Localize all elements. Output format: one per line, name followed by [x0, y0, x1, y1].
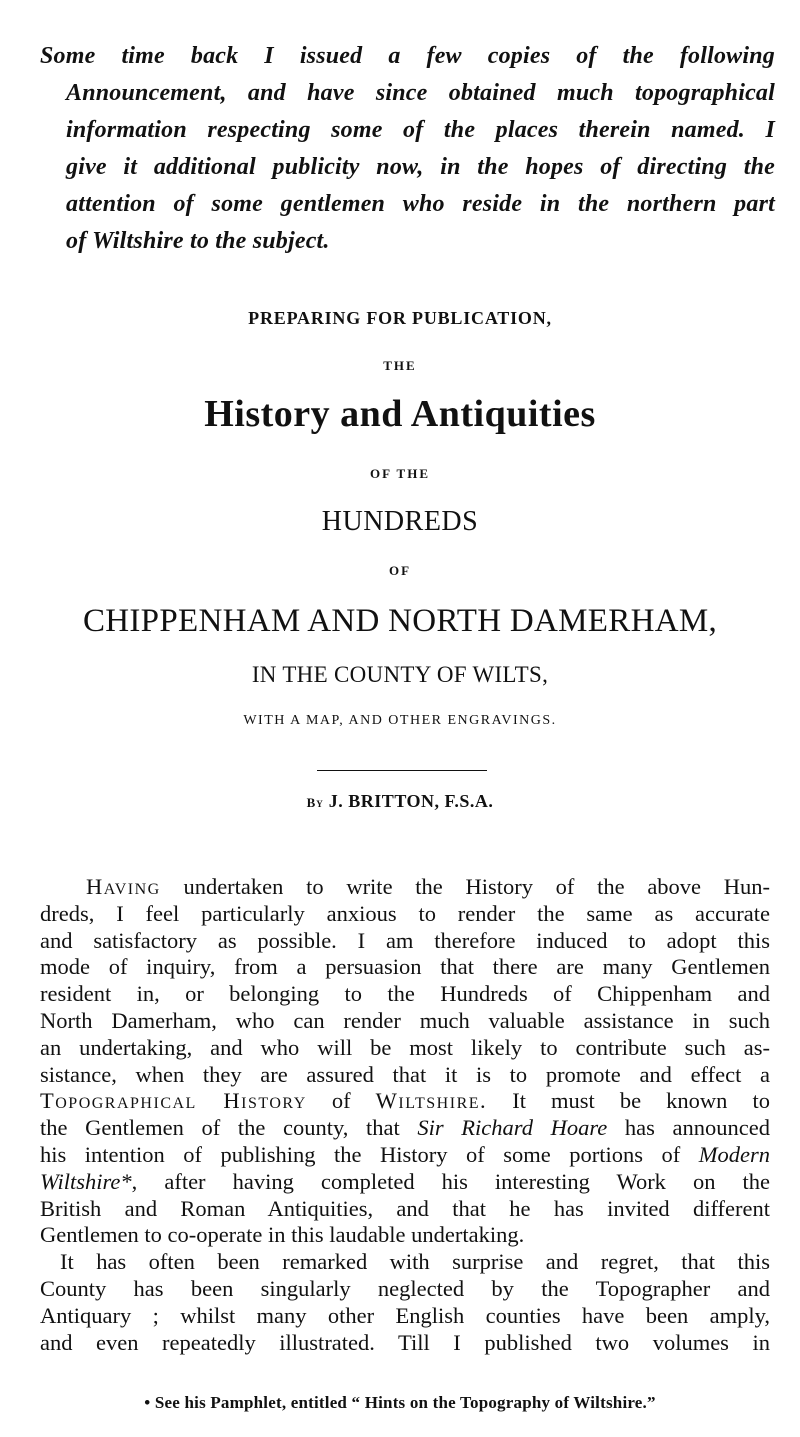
intro-line: information respecting some of the places therein named. I: [66, 117, 775, 143]
intro-line: attention of some gentlemen who reside in the northern part: [66, 191, 775, 217]
body-line: [40, 1115, 770, 1142]
body-text: [40, 874, 770, 1356]
body-text-run: undertaken to write the History of the above Hun-: [160, 874, 770, 899]
intro-line: of Wiltshire to the subject.: [66, 228, 330, 254]
body-line: sistance, when they are assured that it is to promote and effect a: [40, 1061, 770, 1087]
intro-line: Announcement, and have since obtained much topographical: [66, 80, 775, 106]
divider-rule: [317, 770, 487, 771]
italic-run: Wiltshire*: [40, 1168, 132, 1194]
body-text-run: of: [306, 1088, 376, 1114]
intro-paragraph: [40, 38, 775, 260]
footnote: • See his Pamphlet, entitled “ Hints on the Topography of Wiltshire.”: [144, 1393, 656, 1412]
preparing-heading: PREPARING FOR PUBLICATION,: [248, 308, 552, 328]
body-line: Gentlemen to co-operate in this laudable undertaking.: [40, 1222, 525, 1248]
intro-line: give it additional publicity now, in the hopes of directing the: [66, 154, 775, 180]
blackletter-title: History and Antiquities: [204, 393, 596, 435]
body-line: County has been singularly neglected by the Topographer and: [40, 1275, 770, 1301]
body-text-run: his intention of publishing the History of some portions of: [40, 1141, 699, 1167]
body-line: an undertaking, and who will be most likely to contribute such as-: [40, 1034, 770, 1060]
the-label: THE: [383, 358, 417, 373]
author-by: By: [306, 795, 324, 810]
body-text-run: has announced: [607, 1115, 770, 1141]
body-text-run: , after having completed his interesting Work on the: [131, 1168, 770, 1194]
of-label: OF: [388, 563, 412, 578]
body-text-run: It must be known to: [487, 1088, 770, 1114]
body-line: North Damerham, who can render much valuable assistance in such: [40, 1007, 770, 1033]
author-name: J. BRITTON, F.S.A.: [328, 791, 494, 811]
with-map-line: WITH A MAP, AND OTHER ENGRAVINGS.: [243, 713, 557, 728]
body-line: and even repeatedly illustrated. Till I published two volumes in: [40, 1329, 770, 1355]
body-text-run: the Gentlemen of the county, that: [40, 1115, 418, 1141]
italic-run: Modern: [698, 1141, 770, 1167]
body-line: mode of inquiry, from a persuasion that there are many Gentlemen: [40, 954, 770, 980]
body-line: Antiquary ; whilst many other English counties have been amply,: [40, 1302, 770, 1328]
body-line: It has often been remarked with surprise and regret, that this: [60, 1249, 770, 1275]
body-line: [40, 874, 770, 901]
author-line: [0, 791, 800, 812]
intro-line: Some time back I issued a few copies of the following: [40, 43, 775, 69]
body-line: [40, 1088, 770, 1115]
hundreds-heading: HUNDREDS: [321, 506, 479, 537]
body-line: and satisfactory as possible. I am therefore induced to adopt this: [40, 927, 770, 953]
body-line: dreds, I feel particularly anxious to render the same as accurate: [40, 900, 770, 926]
county-heading: IN THE COUNTY OF WILTS,: [251, 662, 549, 687]
small-caps-run: Wiltshire.: [375, 1088, 488, 1114]
places-heading: CHIPPENHAM AND NORTH DAMERHAM,: [82, 603, 718, 639]
lead-word: Having: [86, 874, 161, 899]
of-the-label: OF THE: [369, 466, 431, 481]
small-caps-run: Topographical History: [40, 1088, 307, 1114]
body-line: [40, 1142, 770, 1169]
body-line: British and Roman Antiquities, and that he has invited different: [40, 1195, 770, 1221]
italic-run: Sir Richard Hoare: [417, 1115, 608, 1141]
body-line: [40, 1169, 770, 1196]
body-line: resident in, or belonging to the Hundreds of Chippenham and: [40, 981, 770, 1007]
